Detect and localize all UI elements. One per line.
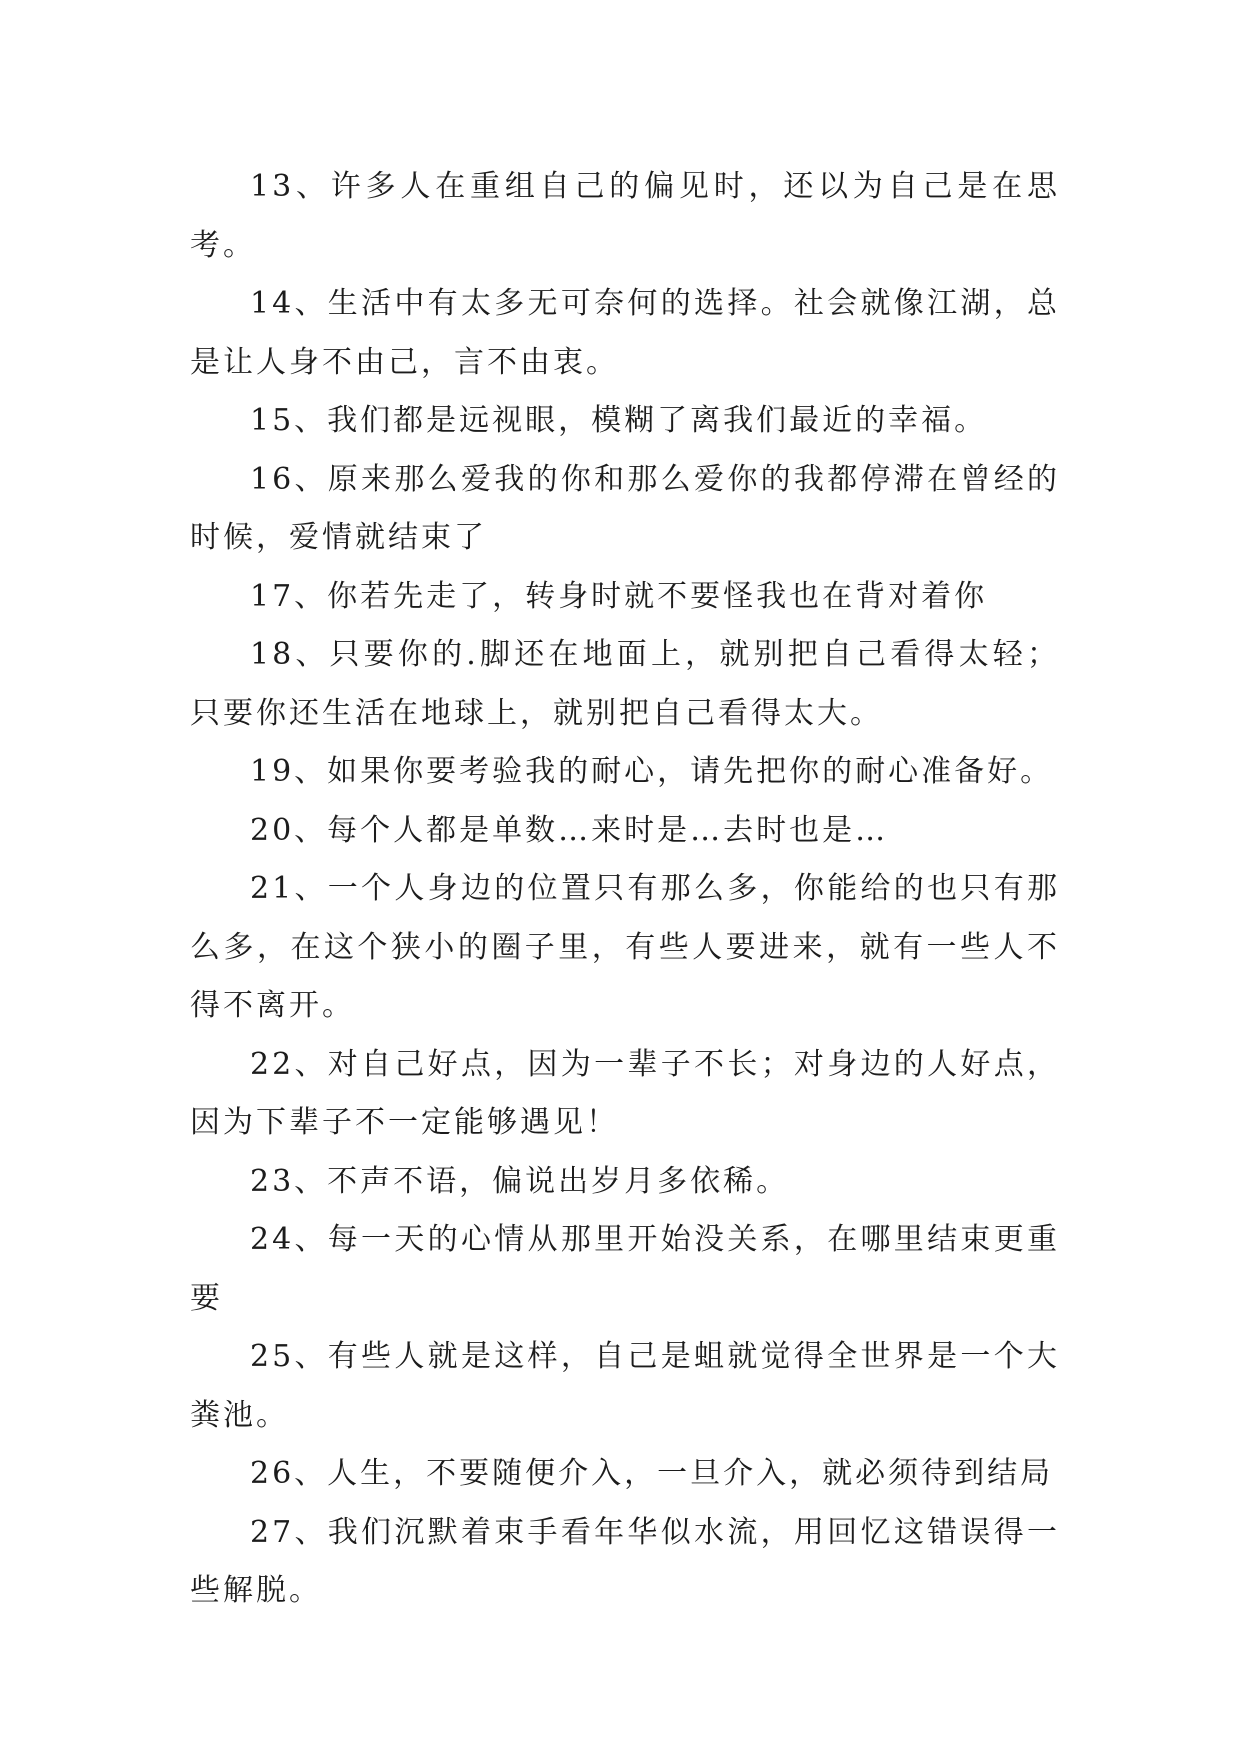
quote-paragraph-13: 13、许多人在重组自己的偏见时，还以为自己是在思考。 <box>190 169 1060 263</box>
quote-paragraph-20: 20、每个人都是单数…来时是…去时也是… <box>250 812 889 848</box>
quote-paragraph-19: 19、如果你要考验我的耐心，请先把你的耐心准备好。 <box>250 754 1054 789</box>
quote-paragraph-26: 26、人生，不要随便介入，一旦介入，就必须待到结局 <box>250 1456 1054 1491</box>
quote-paragraph-21: 21、一个人身边的位置只有那么多，你能给的也只有那么多，在这个狭小的圈子里，有些人要进来，就有一些人不得不离开。 <box>190 871 1060 1023</box>
quote-paragraph-22: 22、对自己好点，因为一辈子不长；对身边的人好点，因为下辈子不一定能够遇见！ <box>190 1046 1060 1140</box>
quote-paragraph-23: 23、不声不语，偏说出岁月多依稀。 <box>250 1163 790 1199</box>
quote-paragraph-27: 27、我们沉默着束手看年华似水流，用回忆这错误得一些解脱。 <box>190 1514 1060 1608</box>
quote-paragraph-25: 25、有些人就是这样，自己是蛆就觉得全世界是一个大粪池。 <box>190 1339 1060 1433</box>
quote-list <box>190 158 1060 1621</box>
quote-paragraph-16: 16、原来那么爱我的你和那么爱你的我都停滞在曾经的时候，爱情就结束了 <box>190 461 1060 555</box>
quote-paragraph-15: 15、我们都是远视眼，模糊了离我们最近的幸福。 <box>250 403 988 438</box>
quote-paragraph-17: 17、你若先走了，转身时就不要怪我也在背对着你 <box>250 578 988 614</box>
quote-paragraph-18: 18、只要你的.脚还在地面上，就别把自己看得太轻；只要你还生活在地球上，就别把自己看得太大。 <box>190 637 1060 731</box>
quote-paragraph-24: 24、每一天的心情从那里开始没关系，在哪里结束更重要 <box>190 1222 1060 1316</box>
quote-paragraph-14: 14、生活中有太多无可奈何的选择。社会就像江湖，总是让人身不由己，言不由衷。 <box>190 286 1060 380</box>
